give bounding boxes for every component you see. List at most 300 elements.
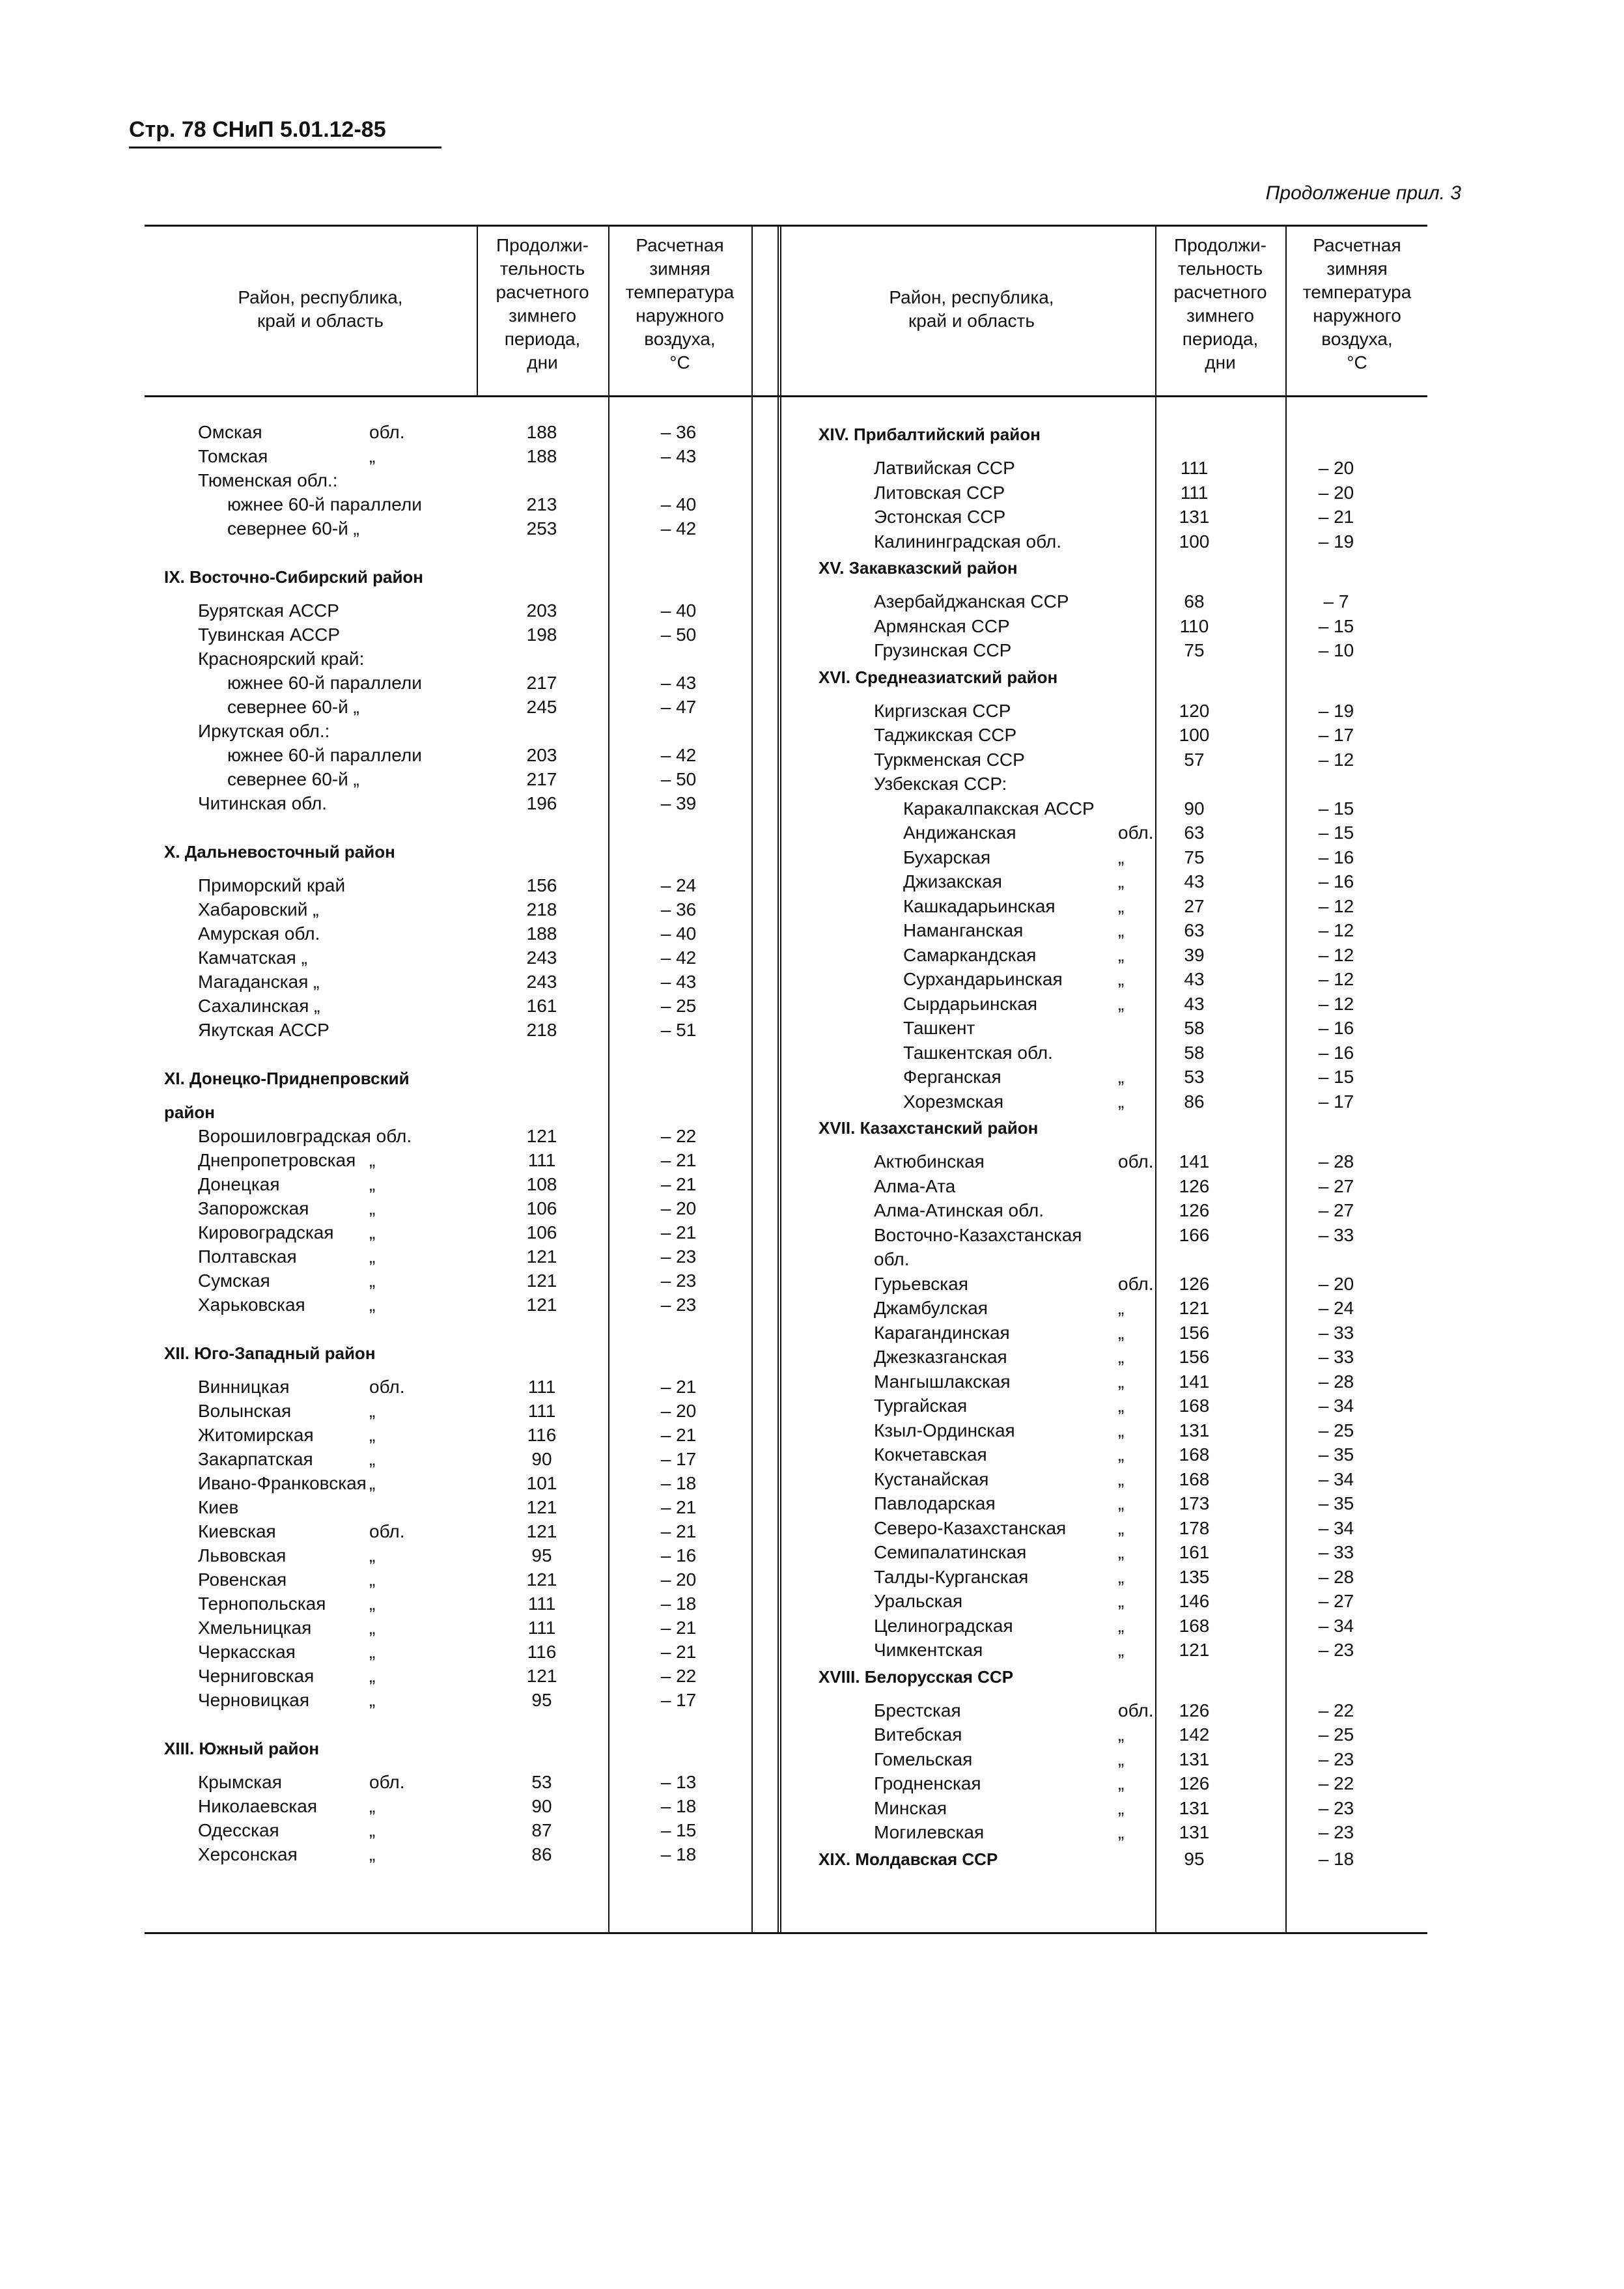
region-name: Черновицкая <box>198 1690 309 1710</box>
temperature-value: – 25 <box>660 996 697 1016</box>
region-name: Черниговская <box>198 1666 315 1686</box>
header-days-left <box>478 234 607 374</box>
days-value: 131 <box>1179 1748 1210 1769</box>
region-name: Кокчетавская <box>874 1444 987 1465</box>
table-row <box>786 1149 1427 1174</box>
days-value: 121 <box>526 1246 557 1267</box>
region-type-note: „ <box>369 1594 376 1614</box>
days-value: 111 <box>1180 482 1209 503</box>
days-value: 178 <box>1179 1517 1210 1538</box>
temperature-value: – 40 <box>660 494 697 514</box>
temperature-value: – 21 <box>660 1174 697 1194</box>
region-name: Донецкая <box>198 1174 280 1194</box>
region-name: Харьковская <box>198 1295 305 1315</box>
table-row <box>786 1418 1427 1443</box>
temperature-value: – 15 <box>1318 798 1354 819</box>
region-name: Сахалинская „ <box>198 996 320 1016</box>
region-type-note: „ <box>369 1222 376 1243</box>
region-name: Карагандинская <box>874 1322 1010 1343</box>
region-type-note: „ <box>1118 1298 1125 1318</box>
header-line: Район, республика, <box>238 287 403 307</box>
header-line: дни <box>527 352 558 372</box>
days-value: 53 <box>1184 1067 1205 1087</box>
temperature-value: – 25 <box>1318 1420 1354 1440</box>
region-type-note: „ <box>1118 1371 1125 1392</box>
header-line: зимнего <box>1186 305 1254 326</box>
temperature-value: – 12 <box>1318 969 1354 989</box>
table-row <box>145 1712 776 1737</box>
days-value: 121 <box>526 1497 557 1517</box>
region-type-note: „ <box>1118 1640 1125 1660</box>
days-value: 243 <box>526 948 557 968</box>
header-line: зимнего <box>509 305 576 326</box>
days-value: 111 <box>1180 458 1209 478</box>
header-line: наружного <box>1313 305 1401 326</box>
region-name: Винницкая <box>198 1377 290 1397</box>
region-type-note: обл. <box>369 1377 405 1397</box>
temperature-value: – 18 <box>660 1844 697 1864</box>
table-row <box>145 492 776 517</box>
region-name: Уральская <box>874 1591 963 1611</box>
days-value: 53 <box>531 1772 552 1792</box>
temperature-value: – 51 <box>660 1020 697 1040</box>
region-type-note: „ <box>369 1271 376 1291</box>
table-row <box>786 1516 1427 1541</box>
table-row <box>145 1567 776 1592</box>
region-name: Витебская <box>874 1724 962 1745</box>
section-heading: район <box>164 1102 215 1122</box>
temperature-value: – 21 <box>660 1425 697 1445</box>
temperature-value: – 27 <box>1318 1175 1354 1196</box>
days-value: 121 <box>526 1569 557 1590</box>
region-type-note: „ <box>1118 1444 1125 1465</box>
days-value: 87 <box>531 1820 552 1840</box>
page-header: Стр. 78 СНиП 5.01.12-85 <box>129 117 441 148</box>
region-name: Ивано-Франковская <box>198 1473 367 1493</box>
region-name: Бухарская <box>903 847 991 867</box>
temperature-value: – 43 <box>660 972 697 992</box>
temperature-value: – 21 <box>660 1521 697 1541</box>
center-double-rule <box>777 225 781 1932</box>
days-value: 120 <box>1179 700 1210 721</box>
region-type-note: „ <box>1118 944 1125 965</box>
region-type-note: „ <box>369 1425 376 1445</box>
table-row <box>145 516 776 541</box>
region-name: Приморский край <box>198 875 346 895</box>
temperature-value: – 36 <box>660 899 697 920</box>
region-name: Гомельская <box>874 1748 973 1769</box>
region-type-note: „ <box>1118 1591 1125 1611</box>
days-value: 101 <box>526 1473 557 1493</box>
table-row <box>145 1220 776 1245</box>
days-value: 131 <box>1179 507 1210 527</box>
table-row <box>786 992 1427 1017</box>
table-row <box>145 1794 776 1819</box>
table-row <box>786 1771 1427 1796</box>
section-heading-row <box>786 1847 1427 1872</box>
table-row <box>145 1124 776 1149</box>
temperature-value: – 22 <box>1318 1700 1354 1720</box>
section-heading: XV. Закавказский район <box>819 558 1018 578</box>
table-row <box>145 1688 776 1713</box>
temperature-value: – 19 <box>1318 531 1354 552</box>
days-value: 141 <box>1179 1151 1210 1172</box>
region-name: южнее 60-й параллели <box>227 673 422 693</box>
days-value: 111 <box>527 1150 556 1170</box>
table-row <box>786 1247 1427 1272</box>
table-header-rule <box>145 395 1427 397</box>
table-row <box>786 894 1427 919</box>
region-type-note: „ <box>369 1198 376 1218</box>
table-row <box>786 1041 1427 1065</box>
region-name: Хмельницкая <box>198 1618 312 1638</box>
table-row <box>786 1796 1427 1821</box>
table-row <box>145 1664 776 1689</box>
temperature-value: – 34 <box>1318 1517 1354 1538</box>
region-name: Актюбинская <box>874 1151 985 1172</box>
days-value: 166 <box>1179 1224 1210 1245</box>
days-value: 168 <box>1179 1468 1210 1489</box>
temperature-value: – 20 <box>1318 458 1354 478</box>
section-heading-row <box>145 839 776 864</box>
table-row <box>786 1394 1427 1418</box>
region-type-note: „ <box>369 1246 376 1267</box>
days-value: 90 <box>531 1449 552 1469</box>
temperature-value: – 27 <box>1318 1200 1354 1220</box>
temperature-value: – 22 <box>1318 1773 1354 1793</box>
days-value: 95 <box>1184 1848 1205 1869</box>
table-row <box>145 897 776 922</box>
table-row <box>145 695 776 720</box>
region-type-note: обл. <box>1118 1273 1154 1294</box>
temperature-value: – 20 <box>660 1198 697 1218</box>
region-name: Бурятская АССР <box>198 600 339 621</box>
days-value: 245 <box>526 697 557 717</box>
days-value: 106 <box>526 1222 557 1243</box>
region-type-note: „ <box>369 1473 376 1493</box>
region-name: Ровенская <box>198 1569 287 1590</box>
days-value: 95 <box>531 1690 552 1710</box>
temperature-value: – 12 <box>1318 993 1354 1014</box>
header-line: зимняя <box>1326 259 1388 279</box>
table-row <box>145 970 776 994</box>
temperature-value: – 23 <box>660 1271 697 1291</box>
section-heading-row <box>786 665 1427 690</box>
days-value: 198 <box>526 625 557 645</box>
days-value: 111 <box>527 1377 556 1397</box>
temperature-value: – 34 <box>1318 1396 1354 1416</box>
section-heading: XVI. Среднеазиатский район <box>819 667 1058 687</box>
region-type-note: обл. <box>1118 1151 1154 1172</box>
region-name: Сурхандарьинская <box>903 969 1063 989</box>
region-name: Львовская <box>198 1545 287 1566</box>
header-line: Расчетная <box>636 235 724 255</box>
temperature-value: – 16 <box>660 1545 697 1566</box>
region-name: Читинская обл. <box>198 793 328 813</box>
table-row <box>145 1519 776 1544</box>
days-value: 146 <box>1179 1591 1210 1611</box>
days-value: 188 <box>526 422 557 442</box>
table-row <box>786 1296 1427 1321</box>
days-value: 131 <box>1179 1420 1210 1440</box>
header-line: тельность <box>499 259 585 279</box>
region-name: Калининградская обл. <box>874 531 1061 552</box>
region-type-note: „ <box>1118 1517 1125 1538</box>
region-name: Камчатская „ <box>198 948 307 968</box>
table-row <box>786 1747 1427 1772</box>
table-row <box>145 1042 776 1067</box>
region-type-note: „ <box>1118 1822 1125 1842</box>
region-name: Закарпатская <box>198 1449 313 1469</box>
region-type-note: „ <box>369 446 376 466</box>
days-value: 196 <box>526 793 557 813</box>
temperature-value: – 43 <box>660 446 697 466</box>
days-value: 121 <box>526 1666 557 1686</box>
table-row <box>786 967 1427 992</box>
table-row <box>145 1196 776 1221</box>
table-row <box>145 623 776 647</box>
region-type-note: „ <box>369 1796 376 1816</box>
temperature-value: – 24 <box>1318 1298 1354 1318</box>
temperature-value: – 42 <box>660 518 697 539</box>
temperature-value: – 33 <box>1318 1224 1354 1245</box>
table-row <box>145 946 776 970</box>
table-row <box>786 1491 1427 1516</box>
days-value: 203 <box>526 600 557 621</box>
region-name: Алма-Ата <box>874 1175 956 1196</box>
region-name: Минская <box>874 1797 947 1818</box>
header-line: дни <box>1205 352 1236 372</box>
days-value: 111 <box>527 1401 556 1421</box>
header-line: расчетного <box>496 282 589 302</box>
region-name: Азербайджанская ССР <box>874 591 1069 611</box>
days-value: 168 <box>1179 1444 1210 1465</box>
table-row <box>145 994 776 1018</box>
region-name: Омская <box>198 422 262 442</box>
region-name: Хорезмская <box>903 1091 1004 1112</box>
header-line: температура <box>1302 282 1412 302</box>
region-type-note: „ <box>1118 1322 1125 1343</box>
header-line: тельность <box>1177 259 1263 279</box>
days-value: 126 <box>1179 1175 1210 1196</box>
table-row <box>145 767 776 792</box>
table-row <box>145 791 776 816</box>
temperature-value: – 17 <box>660 1690 697 1710</box>
temperature-value: – 23 <box>1318 1797 1354 1818</box>
section-heading-row <box>786 422 1427 447</box>
temperature-value: – 23 <box>660 1295 697 1315</box>
region-type-note: „ <box>1118 1091 1125 1112</box>
region-type-note: „ <box>1118 1797 1125 1818</box>
table-row <box>145 1543 776 1568</box>
days-value: 121 <box>526 1271 557 1291</box>
region-name: Мангышлакская <box>874 1371 1011 1392</box>
region-name: Кашкадарьинская <box>903 895 1056 916</box>
temperature-value: – 16 <box>1318 847 1354 867</box>
temperature-value: – 21 <box>1318 507 1354 527</box>
header-line: Расчетная <box>1313 235 1401 255</box>
table-row <box>786 1614 1427 1638</box>
section-heading-row <box>786 555 1427 580</box>
table-row <box>145 420 776 445</box>
days-value: 111 <box>527 1594 556 1614</box>
days-value: 126 <box>1179 1200 1210 1220</box>
table-row <box>786 1321 1427 1345</box>
temperature-value: – 24 <box>660 875 697 895</box>
section-heading-row <box>145 1066 776 1091</box>
table-row <box>786 505 1427 529</box>
region-type-note: „ <box>369 1666 376 1686</box>
days-value: 121 <box>1179 1298 1210 1318</box>
days-value: 203 <box>526 745 557 765</box>
region-name: Иркутская обл.: <box>198 721 330 741</box>
days-value: 135 <box>1179 1566 1210 1587</box>
days-value: 86 <box>1184 1091 1205 1112</box>
region-type-note: „ <box>369 1820 376 1840</box>
temperature-value: – 40 <box>660 600 697 621</box>
days-value: 218 <box>526 899 557 920</box>
table-row <box>145 1172 776 1197</box>
region-type-note: „ <box>369 1150 376 1170</box>
region-name: Павлодарская <box>874 1493 996 1513</box>
region-type-note: „ <box>369 1642 376 1662</box>
region-type-note: „ <box>1118 1420 1125 1440</box>
days-value: 161 <box>1179 1542 1210 1562</box>
table-row <box>145 1317 776 1341</box>
region-type-note: „ <box>1118 1773 1125 1793</box>
table-row <box>786 1467 1427 1492</box>
temperature-value: – 20 <box>660 1401 697 1421</box>
table-row <box>786 869 1427 894</box>
temperature-value: – 34 <box>1318 1615 1354 1636</box>
temperature-value: – 23 <box>660 1246 697 1267</box>
region-type-note: „ <box>1118 1468 1125 1489</box>
temperature-value: – 18 <box>1318 1848 1354 1869</box>
table-row <box>145 1375 776 1399</box>
table-row <box>145 1018 776 1043</box>
table-row <box>145 1842 776 1867</box>
temperature-value: – 42 <box>660 948 697 968</box>
region-name: Наманганская <box>903 920 1024 940</box>
region-name: Николаевская <box>198 1796 318 1816</box>
days-value: 110 <box>1179 615 1209 636</box>
section-heading-row <box>145 565 776 589</box>
table-row <box>786 456 1427 481</box>
region-name: обл. <box>874 1249 910 1269</box>
table-row <box>145 1447 776 1472</box>
region-type-note: „ <box>369 1569 376 1590</box>
table-row <box>786 772 1427 796</box>
table-row <box>786 845 1427 870</box>
table-row <box>786 1272 1427 1297</box>
table-row <box>145 719 776 744</box>
region-name: Гродненская <box>874 1773 981 1793</box>
region-name: Киевская <box>198 1521 276 1541</box>
table-row <box>145 1770 776 1795</box>
region-name: Джезказганская <box>874 1347 1007 1367</box>
table-row <box>786 1089 1427 1114</box>
header-line: воздуха, <box>644 329 716 349</box>
temperature-value: – 12 <box>1318 895 1354 916</box>
days-value: 100 <box>1179 531 1210 552</box>
header-line: периода, <box>1182 329 1259 349</box>
continuation-note: Продолжение прил. 3 <box>1265 182 1461 204</box>
temperature-value: – 20 <box>1318 482 1354 503</box>
region-name: Кировоградская <box>198 1222 334 1243</box>
region-type-note: обл. <box>1118 822 1154 843</box>
temperature-value: – 21 <box>660 1642 697 1662</box>
table-row <box>145 743 776 768</box>
table-row <box>786 1820 1427 1845</box>
days-value: 188 <box>526 923 557 944</box>
table-row <box>145 873 776 898</box>
days-value: 90 <box>531 1796 552 1816</box>
region-name: Самаркандская <box>903 944 1037 965</box>
region-type-note: „ <box>369 1401 376 1421</box>
table-row <box>786 1345 1427 1369</box>
temperature-value: – 43 <box>660 673 697 693</box>
region-name: Северо-Казахстанская <box>874 1517 1067 1538</box>
region-name: Полтавская <box>198 1246 297 1267</box>
temperature-value: – 40 <box>660 923 697 944</box>
region-name: Восточно-Казахстанская <box>874 1224 1082 1245</box>
days-value: 58 <box>1184 1042 1205 1063</box>
region-name: Эстонская ССР <box>874 507 1006 527</box>
section-heading: XIX. Молдавская ССР <box>819 1849 998 1869</box>
table-row <box>786 529 1427 554</box>
table-row <box>786 481 1427 505</box>
days-value: 168 <box>1179 1615 1210 1636</box>
region-name: Грузинская ССР <box>874 640 1012 660</box>
days-value: 95 <box>531 1545 552 1566</box>
table-row <box>786 614 1427 639</box>
region-name: Херсонская <box>198 1844 298 1864</box>
region-name: Ташкентская обл. <box>903 1042 1053 1063</box>
days-value: 121 <box>526 1295 557 1315</box>
region-type-note: „ <box>369 1618 376 1638</box>
region-name: Целиноградская <box>874 1615 1013 1636</box>
table-row <box>145 1495 776 1520</box>
days-value: 217 <box>526 673 557 693</box>
table-row <box>145 541 776 565</box>
header-region-left <box>184 286 457 333</box>
table-row <box>786 1065 1427 1089</box>
table-row <box>145 1293 776 1317</box>
temperature-value: – 35 <box>1318 1444 1354 1465</box>
table-row <box>786 589 1427 614</box>
header-line: Продолжи- <box>496 235 589 255</box>
table-row <box>786 1589 1427 1614</box>
temperature-value: – 7 <box>1323 591 1349 611</box>
temperature-value: – 23 <box>1318 1822 1354 1842</box>
section-heading: IX. Восточно-Сибирский район <box>164 567 424 587</box>
header-line: °С <box>1347 352 1367 372</box>
region-name: Брестская <box>874 1700 961 1720</box>
days-value: 213 <box>526 494 557 514</box>
days-value: 217 <box>526 769 557 789</box>
region-name: Армянская ССР <box>874 615 1010 636</box>
temperature-value: – 47 <box>660 697 697 717</box>
temperature-value: – 50 <box>660 625 697 645</box>
table-row <box>145 1818 776 1843</box>
temperature-value: – 23 <box>1318 1640 1354 1660</box>
table-row <box>786 1223 1427 1248</box>
days-value: 39 <box>1184 944 1205 965</box>
table-row <box>145 468 776 493</box>
region-name: Киргизская ССР <box>874 700 1011 721</box>
table-row <box>786 1565 1427 1590</box>
region-name: Талды-Курганская <box>874 1566 1029 1587</box>
